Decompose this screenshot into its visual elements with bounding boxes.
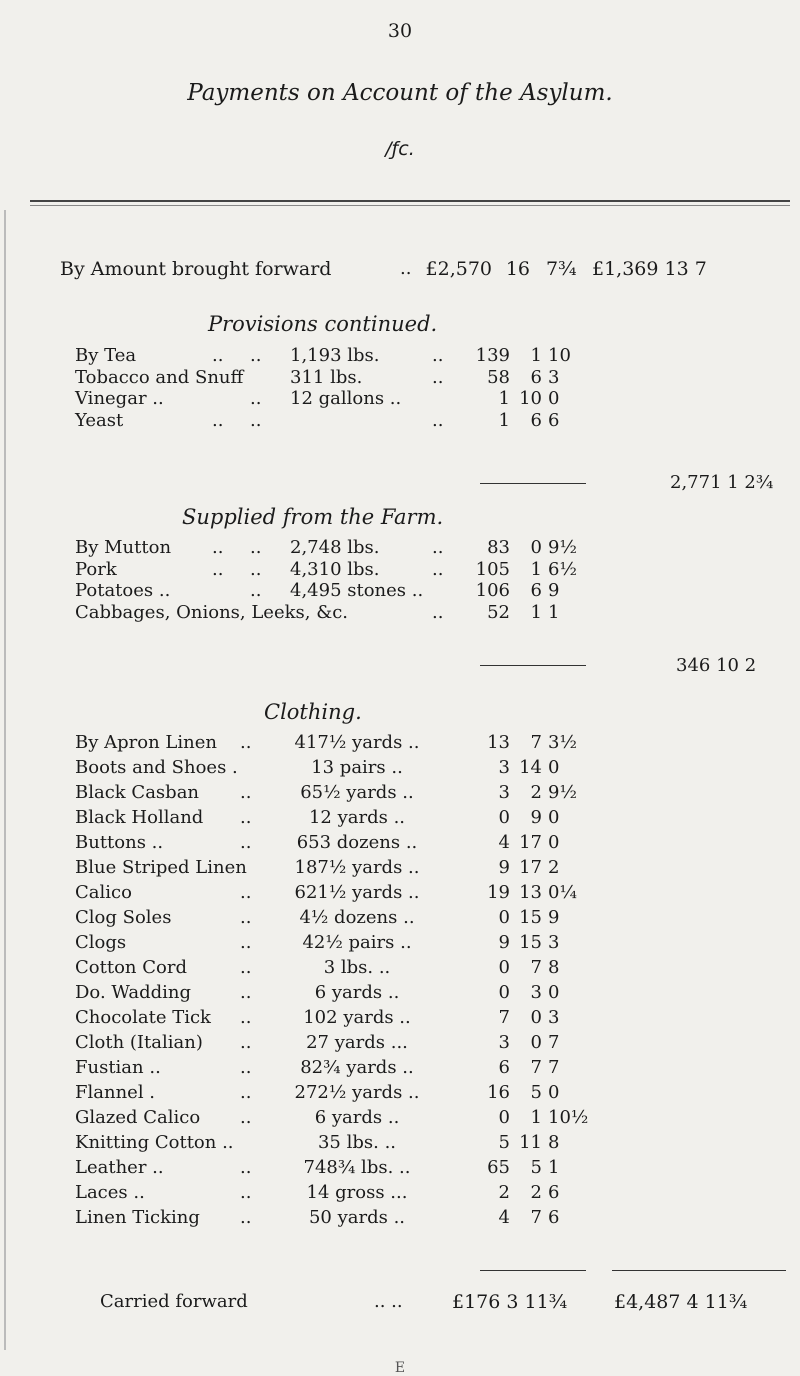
- section-heading: Clothing.: [264, 700, 362, 724]
- item-quantity: 417½ yards ..: [294, 732, 420, 753]
- leader-dots: ..: [240, 832, 252, 853]
- item-quantity: 653 dozens ..: [296, 832, 418, 853]
- amount-shillings: 7: [530, 1057, 542, 1078]
- amount-pence: 6: [548, 1182, 560, 1203]
- amount-shillings: 1: [530, 602, 542, 624]
- amount-pence: 0¼: [548, 882, 577, 903]
- amount-shillings: 11: [519, 1132, 542, 1153]
- item-name: Chocolate Tick: [75, 1007, 211, 1028]
- amount-shillings: 1: [530, 558, 542, 580]
- item-quantity: 3 lbs. ..: [323, 957, 391, 978]
- item-name: Laces ..: [75, 1182, 145, 1203]
- leader-dots: ..: [212, 558, 224, 580]
- item-quantity: 272½ yards ..: [294, 1082, 420, 1103]
- amount-pence: 10½: [548, 1107, 589, 1128]
- amount-shillings: 7: [530, 1207, 542, 1228]
- leader-dots: ..: [240, 1057, 252, 1078]
- item-name: Potatoes ..: [75, 580, 171, 602]
- amount-pence: 8: [548, 957, 560, 978]
- amount-pounds: 0: [498, 957, 510, 978]
- item-name: Fustian ..: [75, 1057, 161, 1078]
- leader-dots: ..: [240, 1157, 252, 1178]
- amount-pence: 0: [548, 388, 560, 409]
- brought-forward-label: By Amount brought forward: [60, 258, 332, 280]
- amount-shillings: 5: [530, 1157, 542, 1178]
- item-quantity: 102 yards ..: [303, 1007, 411, 1028]
- carried-forward-amount: £176 3 11¾: [452, 1291, 568, 1313]
- item-name: By Tea: [75, 345, 137, 366]
- carried-forward-total: £4,487 4 11¾: [614, 1291, 748, 1313]
- amount-pence: 1: [548, 1157, 560, 1178]
- leader-dots: ..: [432, 345, 444, 366]
- amount-pence: 6½: [548, 558, 577, 580]
- leader-dots: ..: [432, 409, 444, 431]
- amount-shillings: 6: [530, 580, 542, 602]
- amount-shillings: 2: [530, 782, 542, 803]
- leader-dots: ..: [212, 345, 224, 366]
- amount-pounds: 4: [498, 832, 510, 853]
- amount-pence: 0: [548, 807, 560, 828]
- item-quantity: 621½ yards ..: [294, 882, 420, 903]
- item-quantity: 311 lbs.: [290, 366, 363, 388]
- amount-pence: 2: [548, 857, 560, 878]
- amount-pounds: 9: [498, 857, 510, 878]
- item-name: Tobacco and Snuff: [75, 366, 244, 388]
- item-name: By Apron Linen: [75, 732, 217, 753]
- section-heading: Supplied from the Farm.: [182, 505, 444, 529]
- amount-pence: 3½: [548, 732, 577, 753]
- brought-forward-dots: ..: [400, 258, 412, 279]
- leader-dots: ..: [432, 602, 444, 624]
- amount-pounds: 83: [487, 537, 510, 558]
- item-name: Linen Ticking: [75, 1207, 200, 1228]
- item-name: Boots and Shoes .: [75, 757, 238, 778]
- carried-forward-dots: .. ..: [374, 1291, 403, 1312]
- leader-dots: ..: [432, 537, 444, 558]
- item-quantity: 748¾ lbs. ..: [303, 1157, 411, 1178]
- leader-dots: ..: [250, 537, 262, 558]
- amount-pounds: 2: [498, 1182, 510, 1203]
- amount-shillings: 6: [530, 409, 542, 431]
- carried-rule-a: [480, 1270, 586, 1271]
- item-name: Knitting Cotton ..: [75, 1132, 234, 1153]
- amount-shillings: 14: [519, 757, 542, 778]
- item-name: Cotton Cord: [75, 957, 187, 978]
- item-name: Leather ..: [75, 1157, 164, 1178]
- amount-pounds: 0: [498, 1107, 510, 1128]
- leader-dots: ..: [240, 1007, 252, 1028]
- amount-pence: 8: [548, 1132, 560, 1153]
- brought-forward-total: £1,369 13 7: [592, 258, 707, 280]
- amount-pence: 6: [548, 409, 560, 431]
- amount-shillings: 7: [530, 732, 542, 753]
- amount-shillings: 17: [519, 857, 542, 878]
- amount-pounds: 3: [498, 757, 510, 778]
- item-quantity: 82¾ yards ..: [300, 1057, 414, 1078]
- brought-forward-pounds: £2,570: [425, 258, 492, 280]
- amount-pounds: 106: [475, 580, 510, 602]
- page-number: 30: [387, 20, 413, 42]
- amount-pounds: 3: [498, 1032, 510, 1053]
- item-name: Black Casban: [75, 782, 200, 803]
- item-quantity: 6 yards ..: [314, 982, 400, 1003]
- section-subtotal: 2,771 1 2¾: [670, 472, 774, 493]
- amount-shillings: 13: [519, 882, 542, 903]
- item-name: Cloth (Italian): [75, 1032, 203, 1053]
- amount-shillings: 15: [519, 932, 542, 953]
- item-name: Pork: [75, 558, 117, 580]
- leader-dots: ..: [240, 1182, 252, 1203]
- leader-dots: ..: [240, 882, 252, 903]
- amount-shillings: 0: [530, 1007, 542, 1028]
- amount-shillings: 15: [519, 907, 542, 928]
- item-name: Calico: [75, 882, 132, 903]
- item-quantity: 6 yards ..: [314, 1107, 400, 1128]
- leader-dots: ..: [250, 345, 262, 366]
- amount-pounds: 1: [498, 409, 510, 431]
- amount-pounds: 139: [475, 345, 510, 366]
- leader-dots: ..: [250, 580, 262, 602]
- amount-shillings: 17: [519, 832, 542, 853]
- amount-pence: 0: [548, 832, 560, 853]
- amount-pounds: 0: [498, 807, 510, 828]
- amount-pounds: 0: [498, 907, 510, 928]
- leader-dots: ..: [240, 907, 252, 928]
- amount-pounds: 105: [475, 558, 510, 580]
- leader-dots: ..: [240, 957, 252, 978]
- amount-pence: 1: [548, 602, 560, 624]
- amount-pounds: 52: [487, 602, 510, 624]
- item-quantity: 4,310 lbs.: [290, 558, 380, 580]
- item-quantity: 12 gallons ..: [290, 388, 402, 409]
- item-name: Blue Striped Linen: [75, 857, 247, 878]
- amount-pence: 3: [548, 366, 560, 388]
- amount-shillings: 9: [530, 807, 542, 828]
- amount-pounds: 6: [498, 1057, 510, 1078]
- amount-pounds: 65: [487, 1157, 510, 1178]
- amount-pounds: 4: [498, 1207, 510, 1228]
- leader-dots: ..: [250, 388, 262, 409]
- item-name: Glazed Calico: [75, 1107, 201, 1128]
- leader-dots: ..: [240, 982, 252, 1003]
- item-quantity: 12 yards ..: [308, 807, 406, 828]
- amount-pence: 10: [548, 345, 571, 366]
- section-heading: Provisions continued.: [208, 312, 438, 336]
- item-quantity: 14 gross ...: [306, 1182, 408, 1203]
- item-name: Flannel .: [75, 1082, 156, 1103]
- amount-pence: 9½: [548, 537, 577, 558]
- item-quantity: 1,193 lbs.: [290, 345, 380, 366]
- item-name: Vinegar ..: [75, 388, 164, 409]
- amount-pence: 0: [548, 1082, 560, 1103]
- leader-dots: ..: [240, 1107, 252, 1128]
- amount-pence: 6: [548, 1207, 560, 1228]
- amount-shillings: 0: [530, 1032, 542, 1053]
- amount-shillings: 0: [530, 537, 542, 558]
- leader-dots: ..: [432, 558, 444, 580]
- amount-pence: 0: [548, 982, 560, 1003]
- amount-pounds: 19: [487, 882, 510, 903]
- amount-pounds: 1: [498, 388, 510, 409]
- item-quantity: 4½ dozens ..: [299, 907, 415, 928]
- amount-pounds: 16: [487, 1082, 510, 1103]
- item-quantity: 35 lbs. ..: [317, 1132, 397, 1153]
- amount-pence: 0: [548, 757, 560, 778]
- amount-shillings: 6: [530, 366, 542, 388]
- leader-dots: ..: [240, 1207, 252, 1228]
- leader-dots: ..: [212, 409, 224, 431]
- amount-pence: 3: [548, 932, 560, 953]
- amount-shillings: 1: [530, 1107, 542, 1128]
- leader-dots: ..: [212, 537, 224, 558]
- item-quantity: 4,495 stones ..: [290, 580, 424, 602]
- item-quantity: 50 yards ..: [308, 1207, 406, 1228]
- leader-dots: ..: [250, 558, 262, 580]
- item-quantity: 42½ pairs ..: [302, 932, 412, 953]
- leader-dots: ..: [240, 1082, 252, 1103]
- amount-pence: 7: [548, 1057, 560, 1078]
- amount-shillings: 7: [530, 957, 542, 978]
- item-quantity: 65½ yards ..: [300, 782, 414, 803]
- amount-pounds: 13: [487, 732, 510, 753]
- continuation-mark: /ƒc.: [385, 138, 415, 160]
- item-quantity: 187½ yards ..: [294, 857, 420, 878]
- brought-forward-shillings: 16: [505, 258, 530, 280]
- item-name: Cabbages, Onions, Leeks, &c.: [75, 602, 349, 624]
- leader-dots: ..: [240, 1032, 252, 1053]
- brought-forward-pence: 7¾: [546, 258, 577, 280]
- amount-pounds: 58: [487, 366, 510, 388]
- item-name: By Mutton: [75, 537, 172, 558]
- amount-pounds: 7: [498, 1007, 510, 1028]
- item-quantity: 27 yards ...: [306, 1032, 408, 1053]
- page-title: Payments on Account of the Asylum.: [187, 80, 613, 106]
- item-name: Buttons ..: [75, 832, 164, 853]
- amount-pounds: 9: [498, 932, 510, 953]
- title-rule: [30, 200, 790, 202]
- item-name: Do. Wadding: [75, 982, 191, 1003]
- leader-dots: ..: [432, 366, 444, 388]
- item-name: Yeast: [75, 409, 124, 431]
- amount-pounds: 0: [498, 982, 510, 1003]
- amount-shillings: 5: [530, 1082, 542, 1103]
- amount-pence: 3: [548, 1007, 560, 1028]
- item-quantity: 2,748 lbs.: [290, 537, 380, 558]
- item-quantity: 13 pairs ..: [311, 757, 403, 778]
- leader-dots: ..: [240, 807, 252, 828]
- section-subtotal: 346 10 2: [676, 655, 757, 676]
- item-name: Clogs: [75, 932, 127, 953]
- leader-dots: ..: [240, 782, 252, 803]
- amount-pence: 7: [548, 1032, 560, 1053]
- amount-shillings: 3: [530, 982, 542, 1003]
- amount-pounds: 5: [498, 1132, 510, 1153]
- carried-forward-label: Carried forward: [100, 1291, 248, 1312]
- leader-dots: ..: [250, 409, 262, 431]
- amount-pence: 9½: [548, 782, 577, 803]
- signature-mark: E: [394, 1360, 406, 1376]
- amount-shillings: 2: [530, 1182, 542, 1203]
- subtotal-rule: [480, 665, 586, 666]
- amount-pence: 9: [548, 907, 560, 928]
- amount-pounds: 3: [498, 782, 510, 803]
- item-name: Clog Soles: [75, 907, 172, 928]
- amount-shillings: 10: [519, 388, 542, 409]
- item-name: Black Holland: [75, 807, 204, 828]
- subtotal-rule: [480, 483, 586, 484]
- leader-dots: ..: [240, 932, 252, 953]
- carried-rule-b: [612, 1270, 786, 1271]
- title-rule-thin: [30, 205, 790, 206]
- leader-dots: ..: [240, 732, 252, 753]
- amount-shillings: 1: [530, 345, 542, 366]
- binding-edge: [4, 210, 6, 1350]
- amount-pence: 9: [548, 580, 560, 602]
